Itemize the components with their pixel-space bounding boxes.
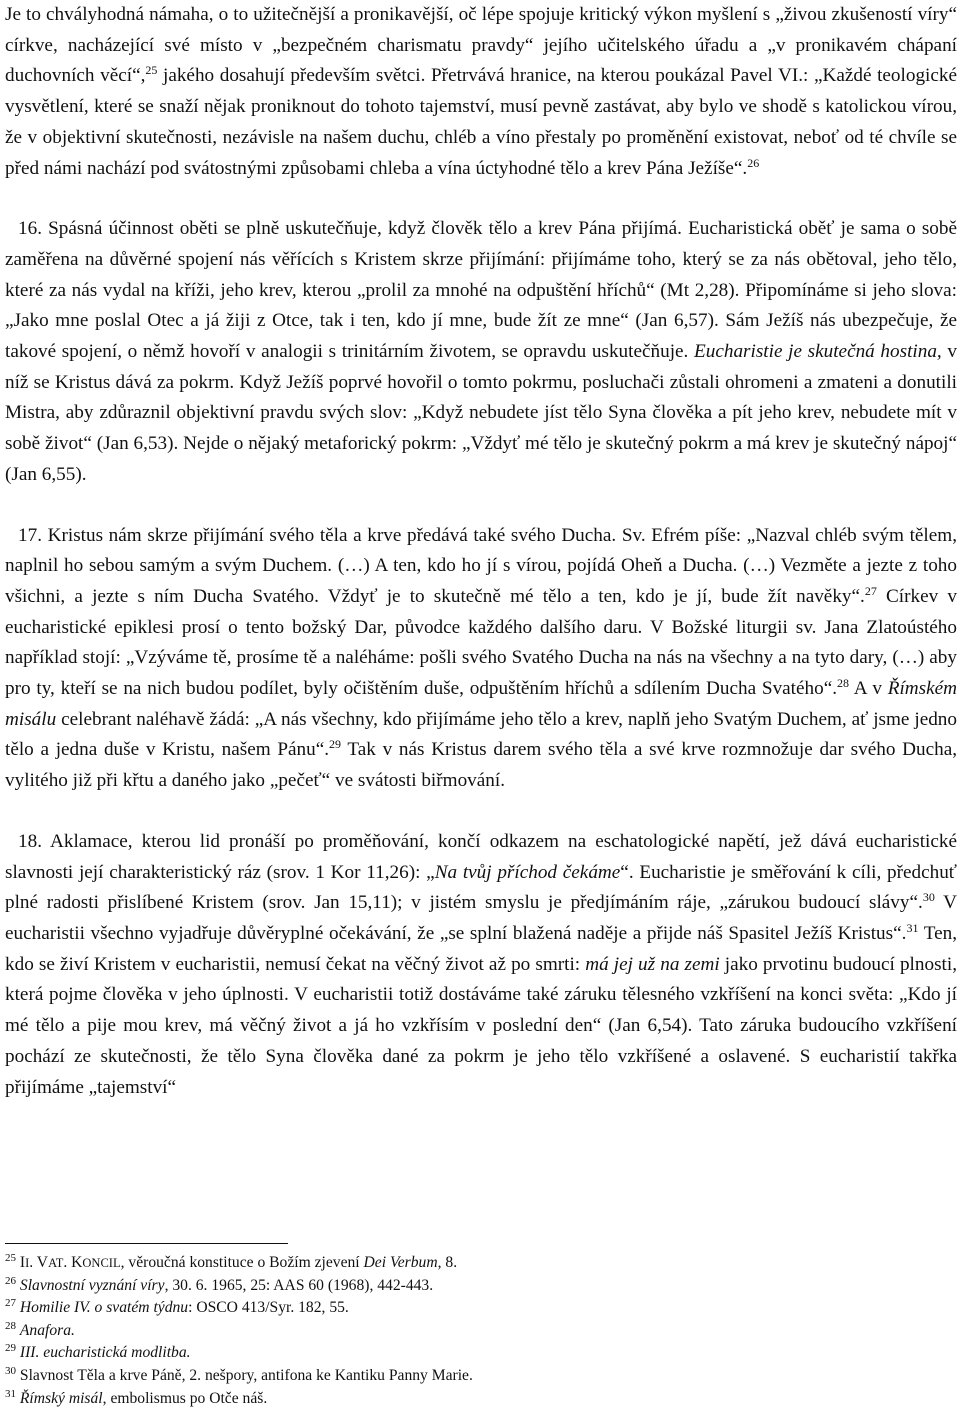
footnotes xyxy=(5,1252,957,1410)
footnote-number: 30 xyxy=(5,1364,16,1377)
footnote-reference[interactable]: 25 xyxy=(145,63,158,78)
text-run: “. Eucharistie je směřování k cíli, předchuť plné radosti přislíbené Kristem (srov. Jan 15,11); v jistém smyslu je předjímáním ráje, „zárukou budoucí slávy“. xyxy=(5,861,958,914)
italic-text: Římský misál xyxy=(19,1389,103,1407)
italic-text: Dei Verbum xyxy=(363,1254,438,1271)
footnote-number: 25 xyxy=(5,1252,16,1264)
text-run: 17. Kristus nám skrze přijímání svého těla a krve předává také svého Ducha. Sv. Efrém píše: „Nazval chléb svým tělem, naplnil ho sebou samým a svým Duchem. (…) A ten, kdo ho jí s vírou, pojídá Oheň a Ducha. (…) Vezměte a jezte z toho všichni, a jezte s ním Ducha Svatého. Vždyť je to skutečně mé tělo a ten, kdo je jí, bude žít navěky“. xyxy=(5,524,957,607)
footnote-28 xyxy=(5,1320,957,1343)
text-run: jako prvotinu budoucí plnosti, která pojme člověka v jeho úplnosti. V eucharistii totiž dostáváme také záruku tělesného vzkříšení na konci světa: „Kdo jí mé tělo a pije mou krev, má věčný život a já ho vzkřísím v poslední den“ (Jan 6,54). Tato záruka budoucího vzkříšení pochází ze skutečnosti, že tělo Syna člověka dané za pokrm je jeho tělo vzkříšené a oslavené. S eucharistií takřka přijímáme „tajemství“ xyxy=(5,953,957,1098)
text-run: 16. Spásná účinnost oběti se plně uskutečňuje, když člověk tělo a krev Pána přijímá. Eucharistická oběť je sama o sobě zaměřena na důvěrné spojení nás věřících s Kristem skrze přijímání: přijímáme toho, který se za nás obětoval, jeho tělo, které za nás vydal na kříži, jeho krev, kterou „prolil za mnohé na odpuštění hříchů“ (Mt 2,28). Připomínáme si jeho slova: „Jako mne poslal Otec a já žiji z Otce, tak i ten, kdo jí mne, bude žít ze mne“ (Jan 6,57). Sám Ježíš nás ubezpečuje, že takové spojení, o němž hovoří v analogii s trinitárním životem, se opravdu uskutečňuje. xyxy=(5,218,957,363)
paragraph-intro xyxy=(5,0,957,184)
italic-text: Eucharistie je skutečná hostina, xyxy=(694,341,942,363)
footnote-number: 26 xyxy=(5,1274,16,1287)
footnote-separator xyxy=(5,1243,288,1244)
footnote-25 xyxy=(5,1252,957,1275)
footnote-reference[interactable]: 30 xyxy=(922,890,935,905)
document-page xyxy=(5,0,958,1407)
italic-text: III. eucharistická modlitba. xyxy=(19,1344,191,1362)
footnote-31 xyxy=(5,1388,957,1411)
italic-text: Římském misálu xyxy=(5,678,957,730)
footnote-number: 27 xyxy=(5,1297,16,1310)
text-run: . K xyxy=(63,1254,83,1271)
text-run: I xyxy=(19,1254,26,1271)
text-run: Slavnost Těla a krve Páně, 2. nešpory, antifona ke Kantiku Panny Marie. xyxy=(19,1366,473,1384)
footnote-27 xyxy=(5,1297,957,1320)
text-run: jakého dosahují především světci. Přetrvává hranice, na kterou poukázal Pavel VI.: „Každé teologické vysvětlení, které se snaží nějak proniknout do tohoto tajemství, musí pevně zastávat, aby bylo ve shodě s katolickou vírou, že v objektivní skutečnosti, nezávisle na našem duchu, chléb a víno přestaly po proměnění existovat, neboť od té chvíle se před námi nachází pod svátostnými způsobami chleba a vína úctyhodné tělo a krev Pána Ježíše“. xyxy=(5,65,957,179)
text-run: , embolismus po Otče náš. xyxy=(102,1389,268,1407)
small-caps-text: ONCIL xyxy=(82,1256,121,1270)
text-run: , 8. xyxy=(437,1254,458,1271)
text-run: V eucharistii všechno vyjadřuje důvěryplné očekávání, že „se splní blažená naděje a přijde náš Spasitel Ježíš Kristus“. xyxy=(5,892,957,944)
small-caps-text: I xyxy=(25,1256,30,1270)
footnote-number: 31 xyxy=(5,1387,16,1400)
paragraph-17 xyxy=(5,521,957,797)
text-run: : OSCO 413/Syr. 182, 55. xyxy=(188,1299,349,1317)
small-caps-text: AT xyxy=(48,1256,64,1270)
footnote-30 xyxy=(5,1365,957,1388)
footnote-reference[interactable]: 28 xyxy=(837,676,850,691)
footnote-reference[interactable]: 26 xyxy=(747,155,760,170)
footnote-29 xyxy=(5,1342,957,1365)
italic-text: má jej už na zemi xyxy=(585,953,720,975)
italic-text: Anafora. xyxy=(19,1321,75,1339)
italic-text: Homilie IV. o svatém týdnu xyxy=(19,1299,189,1317)
text-run: Ten, kdo se živí Kristem v eucharistii, nemusí čekat na věčný život až po smrti: xyxy=(5,922,957,975)
text-run: , věroučná konstituce o Božím zjevení xyxy=(120,1254,364,1271)
paragraph-16 xyxy=(5,214,957,490)
footnote-reference[interactable]: 27 xyxy=(864,583,877,598)
text-run: Tak v nás Kristus darem svého těla a své krve rozmnožuje dar svého Ducha, vylitého již při křtu a daného jako „pečeť“ ve svátosti biřmování. xyxy=(5,739,958,792)
italic-text: Na tvůj příchod čekáme xyxy=(434,861,621,883)
footnote-number: 29 xyxy=(5,1342,16,1355)
footnote-reference[interactable]: 29 xyxy=(329,737,342,752)
paragraph-18 xyxy=(5,827,957,1103)
text-run: 18. Aklamace, kterou lid pronáší po proměňování, končí odkazem na eschatologické napětí, jež dává eucharistické slavnosti její charakteristický ráz (srov. 1 Kor 11,26): „ xyxy=(5,830,957,883)
italic-text: Slavnostní vyznání víry xyxy=(19,1276,165,1294)
text-run: Je to chvályhodná námaha, o to užitečnější a pronikavější, oč lépe spojuje kritický výkon myšlení s „živou zkušeností víry“ církve, nacházející své místo v „bezpečném charismatu pravdy“ jejího učitelského úřadu a „v pronikavém chápaní duchovních věcí“, xyxy=(5,4,957,87)
text-run: Církev v eucharistické epiklesi prosí o tento božský Dar, původce každého dalšího daru. V Božské liturgii sv. Jana Zlatoústého například stojí: „Vzýváme tě, prosíme tě a naléháme: pošli svého Svatého Ducha na nás na všechny a na tyto dary, (…) aby pro ty, kteří se na nich budou podílet, byly očištěním duše, odpuštěním hříchů a sdílením Ducha Svatého“. xyxy=(5,585,957,700)
text-run: . V xyxy=(29,1254,49,1271)
text-run: , 30. 6. 1965, 25: AAS 60 (1968), 442-443. xyxy=(164,1276,434,1294)
footnote-reference[interactable]: 31 xyxy=(906,920,919,935)
text-run: v níž se Kristus dává za pokrm. Když Ježíš poprvé hovořil o tomto pokrmu, posluchači zůstali ohromeni a zmateni a donutili Mistra, aby zdůraznil objektivní pravdu svých slov: „Když nebudete jíst tělo Syna člověka a pít jeho krev, nebudete mít v sobě život“ (Jan 6,53). Nejde o nějaký metaforický pokrm: „Vždyť mé tělo je skutečný pokrm a má krev je skutečný nápoj“ (Jan 6,55). xyxy=(5,341,957,485)
text-run: A v xyxy=(849,678,888,700)
footnote-number: 28 xyxy=(5,1319,16,1332)
text-run: celebrant naléhavě žádá: „A nás všechny, kdo přijímáme jeho tělo a krev, naplň jeho Svatým Duchem, ať jsme jedno tělo a jedna duše v Kristu, našem Pánu“. xyxy=(5,708,957,761)
footnote-26 xyxy=(5,1275,957,1298)
